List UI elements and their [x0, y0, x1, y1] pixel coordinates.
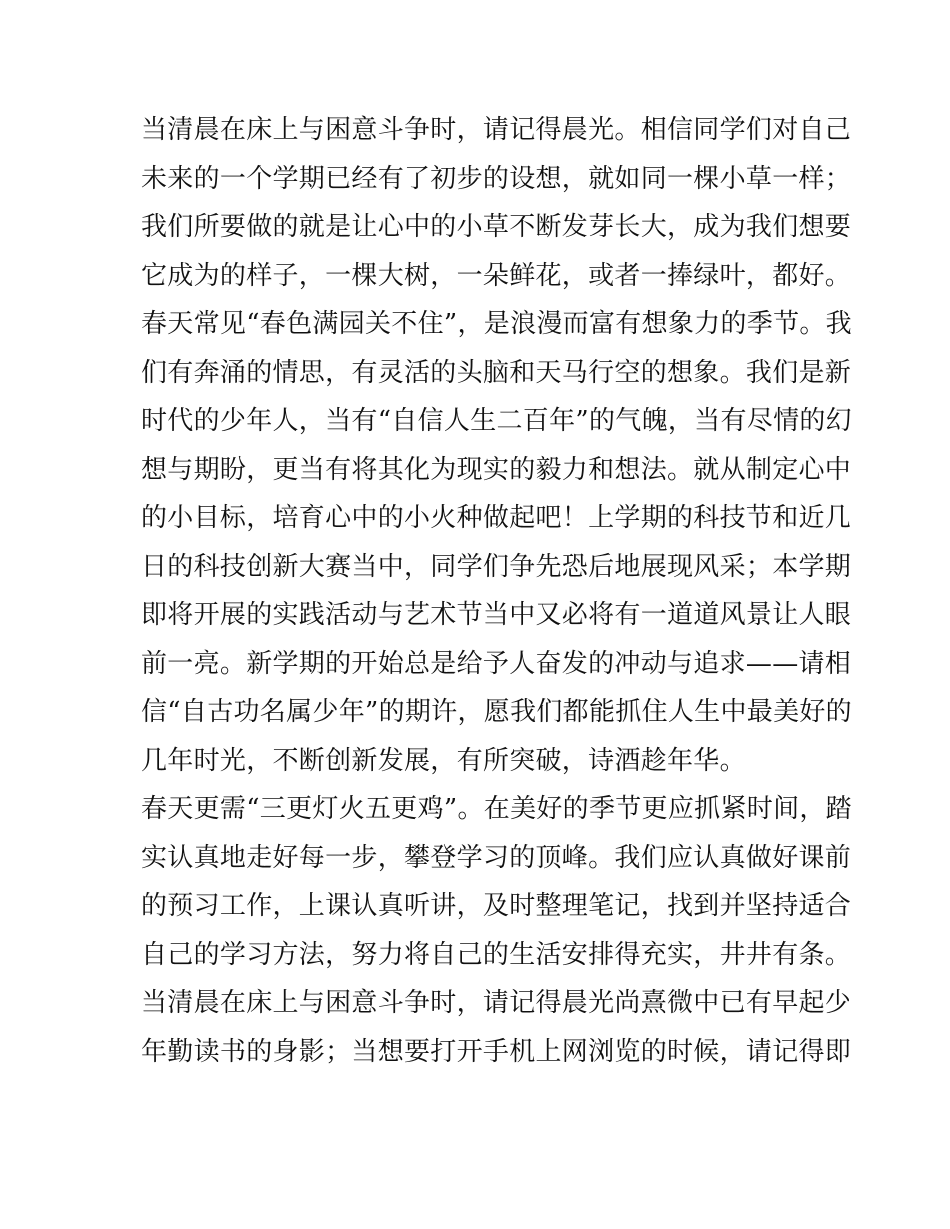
text-line: 它成为的样子，一棵大树，一朵鲜花，或者一捧绿叶，都好。: [141, 260, 852, 291]
text-line: 信“自古功名属少年”的期许，愿我们都能抓住人生中最美好的: [141, 697, 852, 727]
text-line: 春天常见“春色满园关不住”，是浪漫而富有想象力的季节。我: [141, 309, 852, 339]
text-line: 当清晨在床上与困意斗争时，请记得晨光尚熹微中已有早起少: [141, 988, 852, 1018]
text-line: 日的科技创新大赛当中，同学们争先恐后地展现风采；本学期: [141, 551, 852, 582]
body-text: [141, 106, 852, 1076]
text-line: 的小目标，培育心中的小火种做起吧！上学期的科技节和近几: [141, 503, 852, 533]
text-line: 春天更需“三更灯火五更鸡”。在美好的季节更应抓紧时间，踏: [141, 794, 852, 824]
text-line: 想与期盼，更当有将其化为现实的毅力和想法。就从制定心中: [141, 454, 852, 485]
text-line: 时代的少年人，当有“自信人生二百年”的气魄，当有尽情的幻: [141, 406, 852, 436]
text-line: 几年时光，不断创新发展，有所突破，诗酒趁年华。: [141, 745, 746, 776]
text-line: 前一亮。新学期的开始总是给予人奋发的冲动与追求——请相: [141, 648, 852, 679]
text-line: 们有奔涌的情思，有灵活的头脑和天马行空的想象。我们是新: [141, 357, 852, 388]
text-line: 实认真地走好每一步，攀登学习的顶峰。我们应认真做好课前: [141, 842, 852, 873]
text-line: 当清晨在床上与困意斗争时，请记得晨光。相信同学们对自己: [141, 115, 852, 145]
text-line: 自己的学习方法，努力将自己的生活安排得充实，井井有条。: [141, 939, 852, 970]
text-line: 我们所要做的就是让心中的小草不断发芽长大，成为我们想要: [141, 212, 852, 242]
text-line: 即将开展的实践活动与艺术节当中又必将有一道道风景让人眼: [141, 600, 852, 630]
text-line: 未来的一个学期已经有了初步的设想，就如同一棵小草一样；: [141, 163, 852, 194]
text-line: 的预习工作，上课认真听讲，及时整理笔记，找到并坚持适合: [141, 891, 852, 921]
text-line: 年勤读书的身影；当想要打开手机上网浏览的时候，请记得即: [141, 1036, 852, 1067]
